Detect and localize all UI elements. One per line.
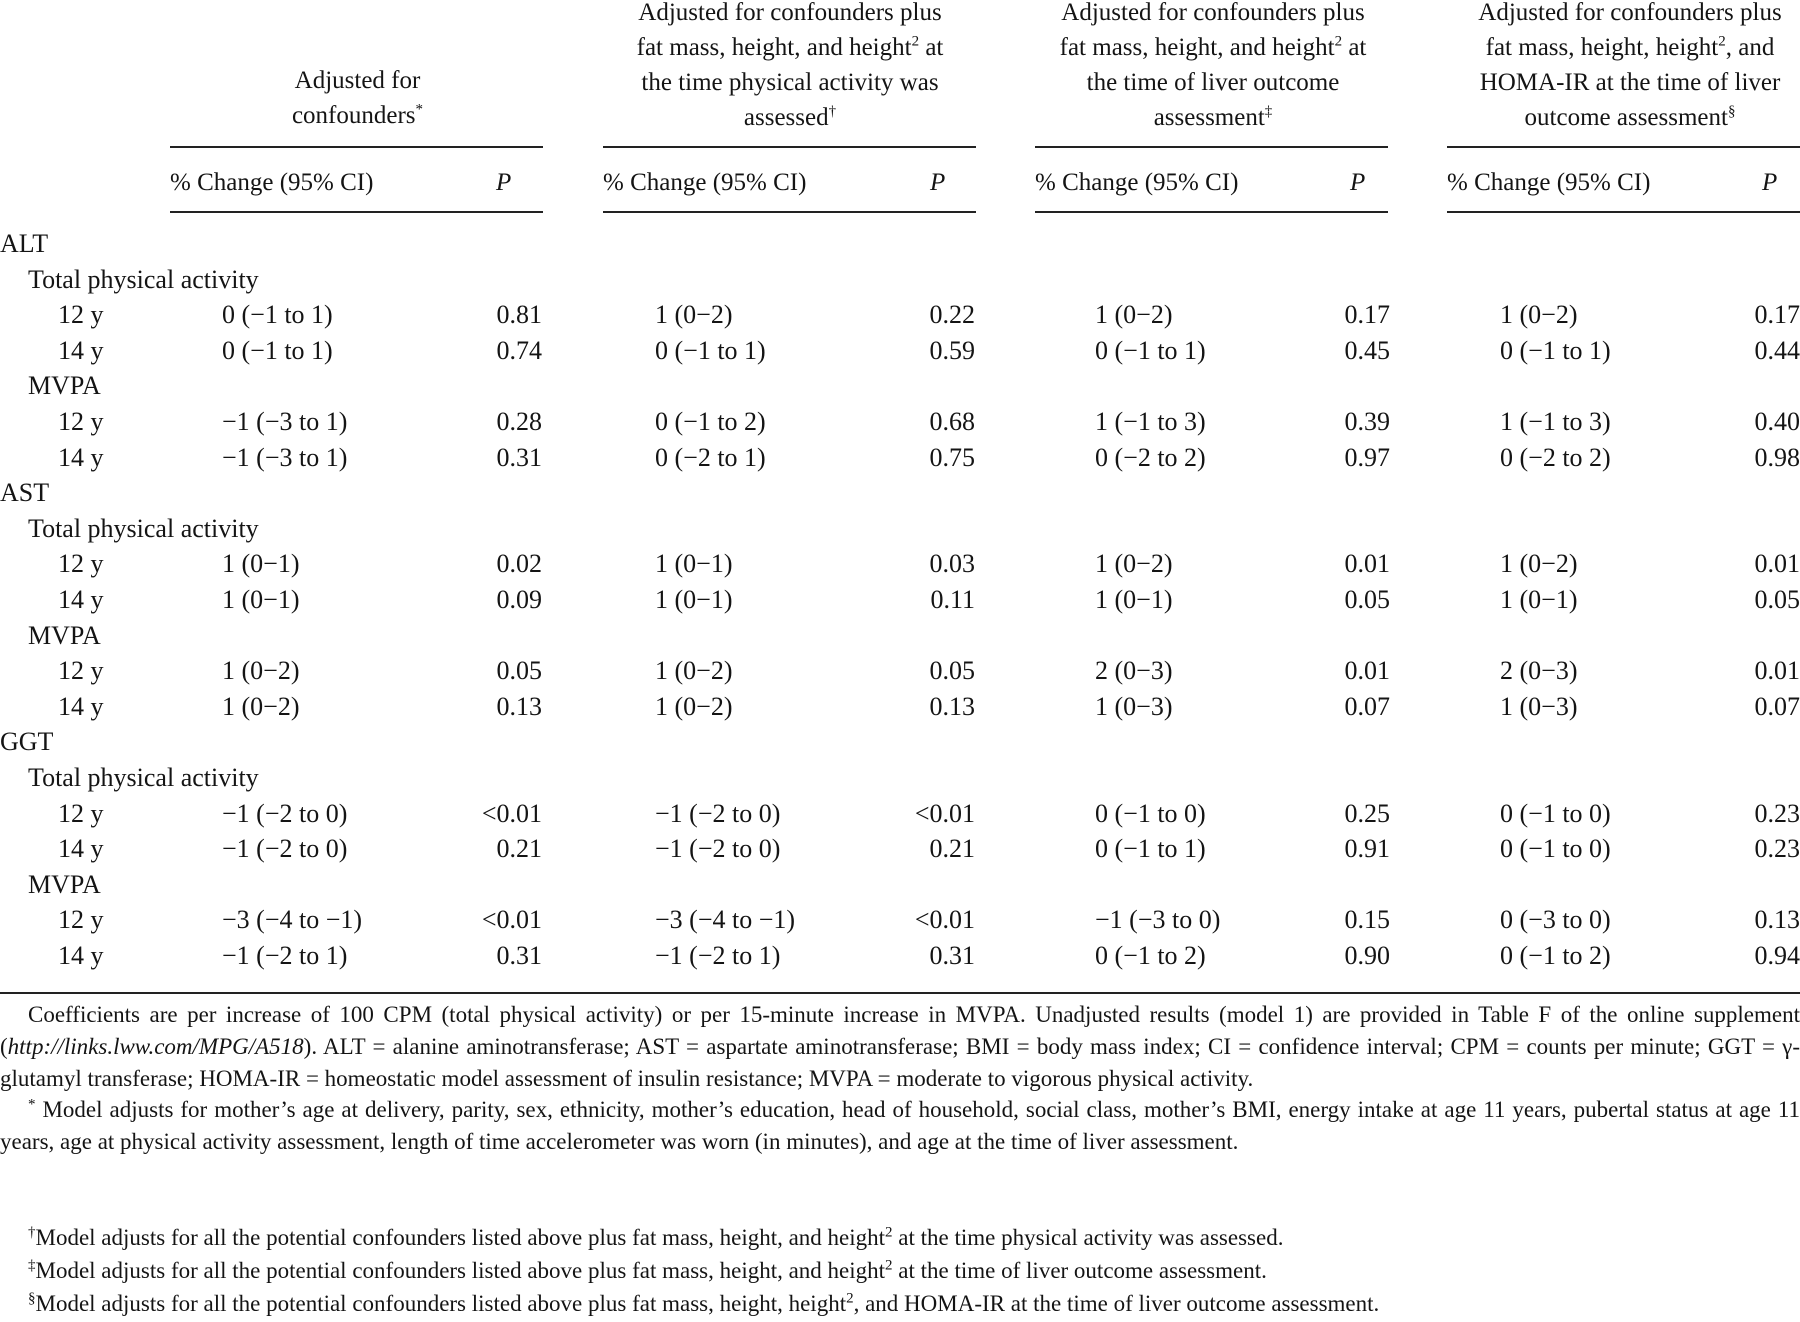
- group-label: GGT: [0, 727, 54, 757]
- subheader-p-col2: P: [930, 169, 946, 196]
- subgroup-label: MVPA: [28, 620, 101, 650]
- change-col1-cell: −3 (−4 to −1): [222, 905, 363, 935]
- age-label: 12 y: [58, 656, 104, 686]
- change-col1-cell: −1 (−3 to 1): [222, 442, 348, 472]
- p-col3-cell: 0.91: [1344, 834, 1390, 864]
- p-col2-cell: 0.31: [929, 941, 975, 970]
- header-col1: Adjusted for confounders*: [291, 67, 424, 129]
- age-label: 12 y: [58, 407, 104, 436]
- table-row: [0, 796, 1800, 831]
- p-col3-cell: 0.45: [1344, 335, 1390, 365]
- change-col3-cell: 1 (0−3): [1095, 691, 1173, 721]
- table-row: [0, 333, 1800, 368]
- p-col4-cell: 0.23: [1754, 798, 1800, 828]
- table-group-row: [0, 226, 1800, 261]
- change-col4-cell: 0 (−2 to 2): [1500, 442, 1611, 472]
- p-col2-cell: <0.01: [914, 798, 975, 828]
- p-col2-cell: 0.05: [929, 656, 975, 686]
- table-row: [0, 689, 1800, 724]
- change-col1-cell: 1 (0−2): [222, 691, 300, 721]
- p-col1-cell: 0.28: [496, 407, 542, 436]
- p-col3-cell: 0.97: [1344, 442, 1390, 472]
- table-subgroup-row: [0, 618, 1800, 653]
- spanner-rule-col4: [1447, 146, 1800, 148]
- change-col2-cell: 1 (0−2): [655, 691, 733, 721]
- table-group-row: [0, 724, 1800, 759]
- table-row: [0, 297, 1800, 332]
- change-col4-cell: 0 (−1 to 0): [1500, 798, 1611, 828]
- table-subgroup-row: [0, 867, 1800, 902]
- p-col2-cell: 0.59: [929, 335, 975, 365]
- p-col2-cell: 0.13: [929, 691, 975, 721]
- change-col3-cell: 1 (−1 to 3): [1095, 407, 1206, 436]
- subheader-rule-col3: [1035, 211, 1388, 213]
- header-col3: Adjusted for confounders plus fat mass, height, and height$^2$ at the time of liver outcome assessment‡: [1059, 0, 1367, 131]
- change-col1-cell: −1 (−2 to 0): [222, 798, 348, 828]
- change-col1-cell: 1 (0−1): [222, 549, 300, 579]
- table-row: [0, 582, 1800, 617]
- table-row: [0, 440, 1800, 475]
- change-col1-cell: 0 (−1 to 1): [222, 300, 333, 330]
- change-col4-cell: 1 (0−1): [1500, 585, 1578, 614]
- table-row: [0, 404, 1800, 439]
- table-row: [0, 653, 1800, 688]
- p-col2-cell: 0.68: [929, 407, 975, 436]
- age-label: 14 y: [58, 442, 104, 472]
- group-label: AST: [0, 478, 50, 508]
- subheader-change-col2: % Change (95% CI): [603, 169, 807, 196]
- p-col2-cell: 0.21: [929, 834, 975, 864]
- change-col4-cell: 0 (−1 to 2): [1500, 941, 1611, 970]
- header-col4: Adjusted for confounders plus fat mass, height, height$^2$, and HOMA-IR at the time of liver outcome assessment§: [1478, 0, 1782, 131]
- change-col4-cell: 2 (0−3): [1500, 656, 1578, 686]
- subgroup-label: Total physical activity: [28, 513, 259, 543]
- age-label: 14 y: [58, 941, 104, 970]
- p-col4-cell: 0.13: [1754, 905, 1800, 935]
- table-row: [0, 938, 1800, 973]
- change-col2-cell: 0 (−1 to 1): [655, 335, 766, 365]
- table-subgroup-row: [0, 760, 1800, 795]
- change-col2-cell: −3 (−4 to −1): [655, 905, 796, 935]
- change-col4-cell: 1 (0−2): [1500, 549, 1578, 579]
- group-label: ALT: [0, 229, 49, 258]
- p-col1-cell: 0.09: [496, 585, 542, 614]
- change-col3-cell: 0 (−1 to 2): [1095, 941, 1206, 970]
- change-col3-cell: 2 (0−3): [1095, 656, 1173, 686]
- p-col4-cell: 0.05: [1754, 585, 1800, 614]
- p-col3-cell: 0.07: [1344, 691, 1390, 721]
- p-col1-cell: 0.05: [496, 656, 542, 686]
- p-col4-cell: 0.40: [1754, 407, 1800, 436]
- change-col3-cell: 1 (0−2): [1095, 300, 1173, 330]
- age-label: 14 y: [58, 335, 104, 365]
- p-col1-cell: 0.74: [496, 335, 542, 365]
- subheader-p-col3: P: [1350, 169, 1366, 196]
- change-col2-cell: 1 (0−2): [655, 656, 733, 686]
- footnote-dagger: †Model adjusts for all the potential confounders listed above plus fat mass, height, and height$^2$ at the time physical activity was assessed.: [28, 1224, 1284, 1250]
- p-col2-cell: 0.22: [929, 300, 975, 330]
- p-col3-cell: 0.25: [1344, 798, 1390, 828]
- change-col2-cell: −1 (−2 to 0): [655, 834, 781, 864]
- table-row: [0, 902, 1800, 937]
- p-col1-cell: 0.21: [496, 834, 542, 864]
- header-col2: Adjusted for confounders plus fat mass, height, and height$^2$ at the time physical activity was assessed†: [636, 0, 944, 131]
- table-row: [0, 546, 1800, 581]
- age-label: 14 y: [58, 691, 104, 721]
- change-col1-cell: −1 (−2 to 0): [222, 834, 348, 864]
- change-col3-cell: 1 (0−1): [1095, 585, 1173, 614]
- change-col3-cell: 1 (0−2): [1095, 549, 1173, 579]
- p-col1-cell: 0.13: [496, 691, 542, 721]
- change-col3-cell: −1 (−3 to 0): [1095, 905, 1221, 935]
- change-col2-cell: 1 (0−2): [655, 300, 733, 330]
- change-col2-cell: 0 (−1 to 2): [655, 407, 766, 436]
- change-col1-cell: 1 (0−2): [222, 656, 300, 686]
- age-label: 12 y: [58, 905, 104, 935]
- table-footnote: Coefficients are per increase of 100 CPM (total physical activity) or per 15-minute increase in MVPA. Unadjusted results (model 1) are provided in Table F of the online supplement (http://links.lww.com/MPG/A518). ALT = alanine aminotransferase; AST = aspartate aminotransferase; BMI = body mass index; CI = confidence interval; CPM = counts per minute; GGT = γ-glutamyl transferase; HOMA-IR = homeostatic model assessment of insulin resistance; MVPA = moderate to vigorous physical activity.: [0, 1002, 1800, 1091]
- p-col3-cell: 0.39: [1344, 407, 1390, 436]
- change-col1-cell: 0 (−1 to 1): [222, 335, 333, 365]
- p-col2-cell: <0.01: [914, 905, 975, 935]
- p-col3-cell: 0.17: [1344, 300, 1390, 330]
- subheader-change-col3: % Change (95% CI): [1035, 169, 1239, 196]
- footnote-section: §Model adjusts for all the potential confounders listed above plus fat mass, height, height$^2$, and HOMA-IR at the time of liver outcome assessment.: [28, 1290, 1380, 1316]
- age-label: 12 y: [58, 300, 104, 330]
- change-col1-cell: −1 (−3 to 1): [222, 407, 348, 436]
- p-col1-cell: 0.31: [496, 442, 542, 472]
- change-col3-cell: 0 (−2 to 2): [1095, 442, 1206, 472]
- subheader-rule-col1: [170, 211, 543, 213]
- change-col4-cell: 1 (0−2): [1500, 300, 1578, 330]
- p-col1-cell: <0.01: [481, 905, 542, 935]
- p-col4-cell: 0.94: [1754, 941, 1800, 970]
- spanner-rule-col2: [603, 146, 976, 148]
- change-col1-cell: −1 (−2 to 1): [222, 941, 348, 970]
- p-col4-cell: 0.17: [1754, 300, 1800, 330]
- p-col4-cell: 0.44: [1754, 335, 1800, 365]
- change-col2-cell: 1 (0−1): [655, 549, 733, 579]
- change-col4-cell: 0 (−1 to 1): [1500, 335, 1611, 365]
- change-col1-cell: 1 (0−1): [222, 585, 300, 614]
- change-col2-cell: −1 (−2 to 0): [655, 798, 781, 828]
- subheader-p-col4: P: [1762, 169, 1778, 196]
- table-subgroup-row: [0, 262, 1800, 297]
- change-col2-cell: −1 (−2 to 1): [655, 941, 781, 970]
- age-label: 12 y: [58, 798, 104, 828]
- subgroup-label: Total physical activity: [28, 264, 259, 294]
- p-col3-cell: 0.15: [1344, 905, 1390, 935]
- change-col2-cell: 1 (0−1): [655, 585, 733, 614]
- subgroup-label: MVPA: [28, 371, 101, 401]
- p-col1-cell: <0.01: [481, 798, 542, 828]
- table-row: [0, 831, 1800, 866]
- age-label: 12 y: [58, 549, 104, 579]
- change-col3-cell: 0 (−1 to 0): [1095, 798, 1206, 828]
- change-col4-cell: 0 (−3 to 0): [1500, 905, 1611, 935]
- subheader-change-col1: % Change (95% CI): [170, 169, 374, 196]
- table-subgroup-row: [0, 511, 1800, 546]
- spanner-rule-col1: [170, 146, 543, 148]
- change-col4-cell: 0 (−1 to 0): [1500, 834, 1611, 864]
- change-col2-cell: 0 (−2 to 1): [655, 442, 766, 472]
- p-col2-cell: 0.03: [929, 549, 975, 579]
- p-col4-cell: 0.98: [1754, 442, 1800, 472]
- p-col3-cell: 0.01: [1344, 549, 1390, 579]
- p-col1-cell: 0.31: [496, 941, 542, 970]
- subheader-p-col1: P: [496, 169, 512, 196]
- age-label: 14 y: [58, 585, 104, 614]
- subgroup-label: Total physical activity: [28, 763, 259, 792]
- spanner-rule-col3: [1035, 146, 1388, 148]
- table-group-row: [0, 475, 1800, 510]
- subgroup-label: MVPA: [28, 869, 101, 899]
- supplement-link[interactable]: http://links.lww.com/MPG/A518: [7, 1034, 304, 1059]
- p-col2-cell: 0.75: [929, 442, 975, 472]
- change-col4-cell: 1 (0−3): [1500, 691, 1578, 721]
- p-col3-cell: 0.01: [1344, 656, 1390, 686]
- subheader-change-col4: % Change (95% CI): [1447, 169, 1651, 196]
- p-col1-cell: 0.81: [496, 300, 542, 330]
- p-col4-cell: 0.01: [1754, 656, 1800, 686]
- subheader-rule-col4: [1447, 211, 1800, 213]
- subheader-rule-col2: [603, 211, 976, 213]
- table-subgroup-row: [0, 368, 1800, 403]
- p-col3-cell: 0.05: [1344, 585, 1390, 614]
- footnote-double-dagger: ‡Model adjusts for all the potential confounders listed above plus fat mass, height, and height$^2$ at the time of liver outcome assessment.: [28, 1257, 1267, 1283]
- change-col3-cell: 0 (−1 to 1): [1095, 834, 1206, 864]
- footnote-star: * Model adjusts for mother’s age at delivery, parity, sex, ethnicity, mother’s education, head of household, social class, mother’s BMI, energy intake at age 11 years, pubertal status at age 11 years, age at physical activity assessment, length of time accelerometer was worn (in minutes), and age at the time of liver assessment.: [0, 1096, 1800, 1154]
- p-col4-cell: 0.01: [1754, 549, 1800, 579]
- p-col4-cell: 0.07: [1754, 691, 1800, 721]
- p-col1-cell: 0.02: [496, 549, 542, 579]
- p-col4-cell: 0.23: [1754, 834, 1800, 864]
- p-col2-cell: 0.11: [930, 585, 975, 614]
- p-col3-cell: 0.90: [1344, 941, 1390, 970]
- change-col4-cell: 1 (−1 to 3): [1500, 407, 1611, 436]
- table-bottom-rule: [0, 992, 1800, 994]
- age-label: 14 y: [58, 834, 104, 864]
- change-col3-cell: 0 (−1 to 1): [1095, 335, 1206, 365]
